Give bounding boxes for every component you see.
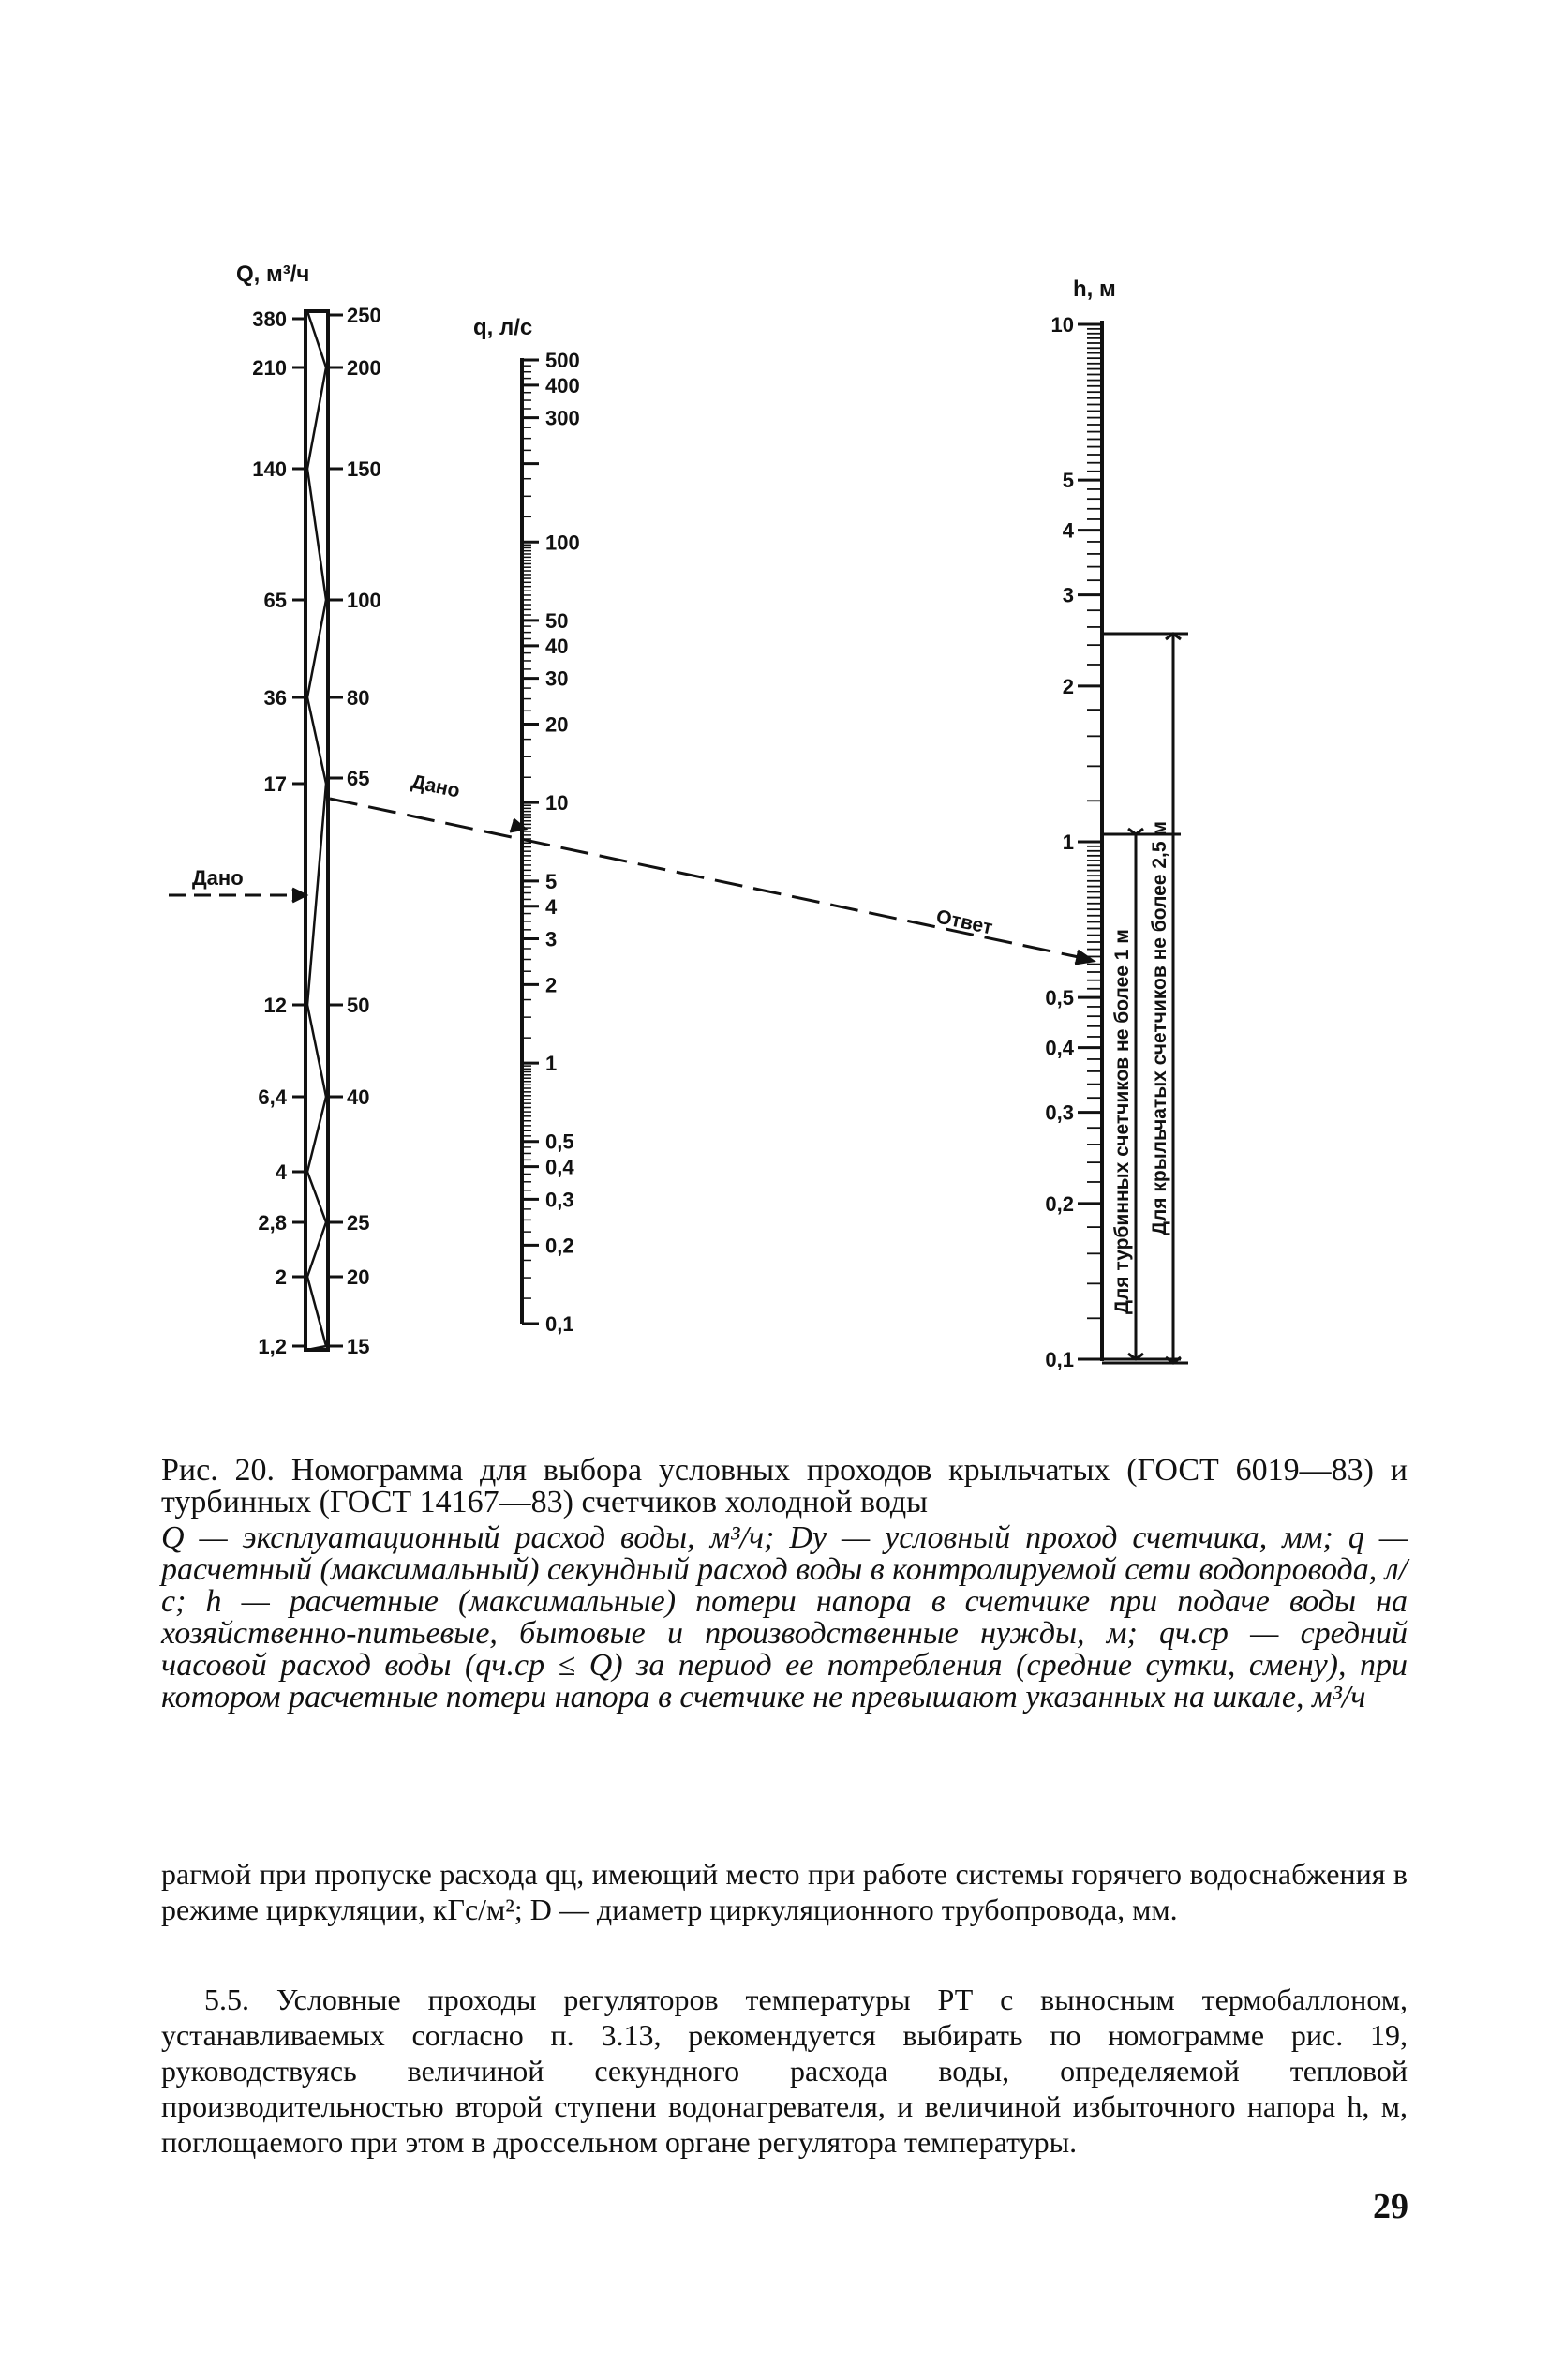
head-loss-label: 0,1 <box>1045 1348 1074 1371</box>
q-hourly-right-label: 40 <box>347 1085 370 1109</box>
q-hourly-right-label: 25 <box>347 1211 370 1235</box>
q-hourly-right-label: 20 <box>347 1265 370 1289</box>
head-loss-label: 0,3 <box>1045 1100 1074 1125</box>
q-second-label: 0,2 <box>545 1234 574 1258</box>
answer-label: Ответ <box>933 906 995 939</box>
body-paragraph-2: 5.5. Условные проходы регуляторов температуры РТ с выносным термобаллоном, устанавливаемых согласно п. 3.13, рекомендуется выбирать по номограмме рис. 19, руководствуясь величиной секундного расхода воды, определяемой тепловой производительностью второй ступени водонагревателя, и величиной избыточного напора h, м, поглощаемого при этом в дроссельном органе регулятора температуры. <box>161 1983 1408 2159</box>
q-second-label: 1 <box>545 1052 558 1076</box>
q-second-label: 2 <box>545 973 558 997</box>
q-hourly-right-label: 65 <box>347 767 370 790</box>
q-hourly-scale <box>236 262 381 1358</box>
q-hourly-right-label: 250 <box>347 304 381 327</box>
q-second-label: 0,4 <box>545 1155 574 1179</box>
q-hourly-ticks <box>292 315 343 1346</box>
head-loss-label: 0,2 <box>1045 1191 1074 1216</box>
q-second-label: 0,3 <box>545 1188 574 1212</box>
page-number: 29 <box>1373 2187 1408 2226</box>
q-hourly-left-label: 2 <box>275 1265 287 1289</box>
q-hourly-left-label: 210 <box>252 356 287 380</box>
head-loss-scale <box>1045 277 1115 1371</box>
q-hourly-left-label: 65 <box>263 589 287 612</box>
head-loss-label: 5 <box>1062 469 1074 493</box>
head-loss-label: 10 <box>1050 313 1074 337</box>
q-second-label: 400 <box>545 373 580 397</box>
q-hourly-right-label: 15 <box>347 1335 370 1358</box>
caption-heading: Рис. 20. Номограмма для выбора условных проходов крыльчатых (ГОСТ 6019—83) и турбинных (ГОСТ 14167—83) счетчиков холодной воды <box>161 1453 1408 1519</box>
caption-legend: Q — эксплуатационный расход воды, м³/ч; Dу — условный проход счетчика, мм; q — расчетный (максимальный) секундный расход воды в контролируемой сети водопровода, л/с; h — расчетные (максимальные) потери напора в счетчике при подаче воды на хозяйственно-питьевые, бытовые и производственные нужды, м; qч.ср — средний часовой расход воды (qч.ср ≤ Q) за период ее потребления (средние сутки, смену), при котором расчетные потери напора в счетчике не превышают указанных на шкале, м³/ч <box>161 1520 1408 1714</box>
q-second-label: 40 <box>545 634 569 658</box>
q-hourly-left-label: 4 <box>275 1160 287 1184</box>
q-second-label: 5 <box>545 869 558 893</box>
turbine-limit-label: Для турбинных счетчиков не более 1 м <box>1111 929 1133 1314</box>
q-hourly-right-label: 50 <box>347 994 370 1017</box>
head-loss-labels <box>1045 313 1074 1371</box>
q-second-label: 50 <box>545 608 569 633</box>
head-loss-label: 1 <box>1062 831 1074 854</box>
q-second-label: 3 <box>545 927 558 951</box>
q-second-label: 300 <box>545 406 580 430</box>
vane-limit-label: Для крыльчатых счетчиков не более 2,5 м <box>1149 821 1170 1235</box>
q-second-scale-title: q, л/с <box>473 315 533 340</box>
q-hourly-left-label: 140 <box>252 457 287 481</box>
q-hourly-left-label: 36 <box>263 686 287 710</box>
q-hourly-right-label: 80 <box>347 686 370 710</box>
figure-caption <box>161 1455 1408 1714</box>
head-loss-ticks <box>1078 324 1102 1359</box>
q-hourly-left-labels <box>252 307 287 1358</box>
q-hourly-scale-title: Q, м³/ч <box>236 262 310 287</box>
q-hourly-right-label: 100 <box>347 589 381 612</box>
q-second-label: 20 <box>545 712 569 737</box>
q-hourly-left-label: 17 <box>263 772 287 796</box>
q-hourly-right-label: 200 <box>347 356 381 380</box>
head-loss-label: 4 <box>1062 518 1074 543</box>
q-second-scale <box>473 315 580 1336</box>
given-left-label: Дано <box>192 866 244 890</box>
q-second-label: 10 <box>545 791 569 816</box>
q-hourly-left-label: 380 <box>252 307 287 331</box>
q-second-label: 30 <box>545 666 569 691</box>
head-loss-label: 2 <box>1062 674 1074 698</box>
q-second-label: 4 <box>545 894 558 919</box>
q-hourly-right-label: 150 <box>347 457 381 481</box>
q-hourly-zigzag <box>307 311 326 1350</box>
q-hourly-left-label: 6,4 <box>258 1085 287 1109</box>
body-paragraph-1: рагмой при пропуске расхода qц, имеющий место при работе системы горячего водоснабжения в режиме циркуляции, кГс/м²; D — диаметр циркуляционного трубопровода, мм. <box>161 1857 1408 1926</box>
head-loss-label: 0,5 <box>1045 986 1074 1010</box>
q-second-label: 0,5 <box>545 1130 574 1154</box>
q-second-label: 0,1 <box>545 1312 574 1336</box>
given-line-label: Дано <box>409 771 462 802</box>
q-second-label: 500 <box>545 349 580 372</box>
q-second-label: 100 <box>545 531 580 555</box>
head-loss-label: 3 <box>1062 583 1074 607</box>
q-hourly-left-label: 1,2 <box>258 1335 287 1358</box>
q-hourly-left-label: 12 <box>263 994 287 1017</box>
q-second-labels <box>545 349 580 1336</box>
q-hourly-right-labels <box>347 304 381 1358</box>
q-hourly-left-label: 2,8 <box>258 1211 287 1235</box>
head-loss-scale-title: h, м <box>1073 277 1116 302</box>
head-loss-label: 0,4 <box>1045 1036 1074 1060</box>
